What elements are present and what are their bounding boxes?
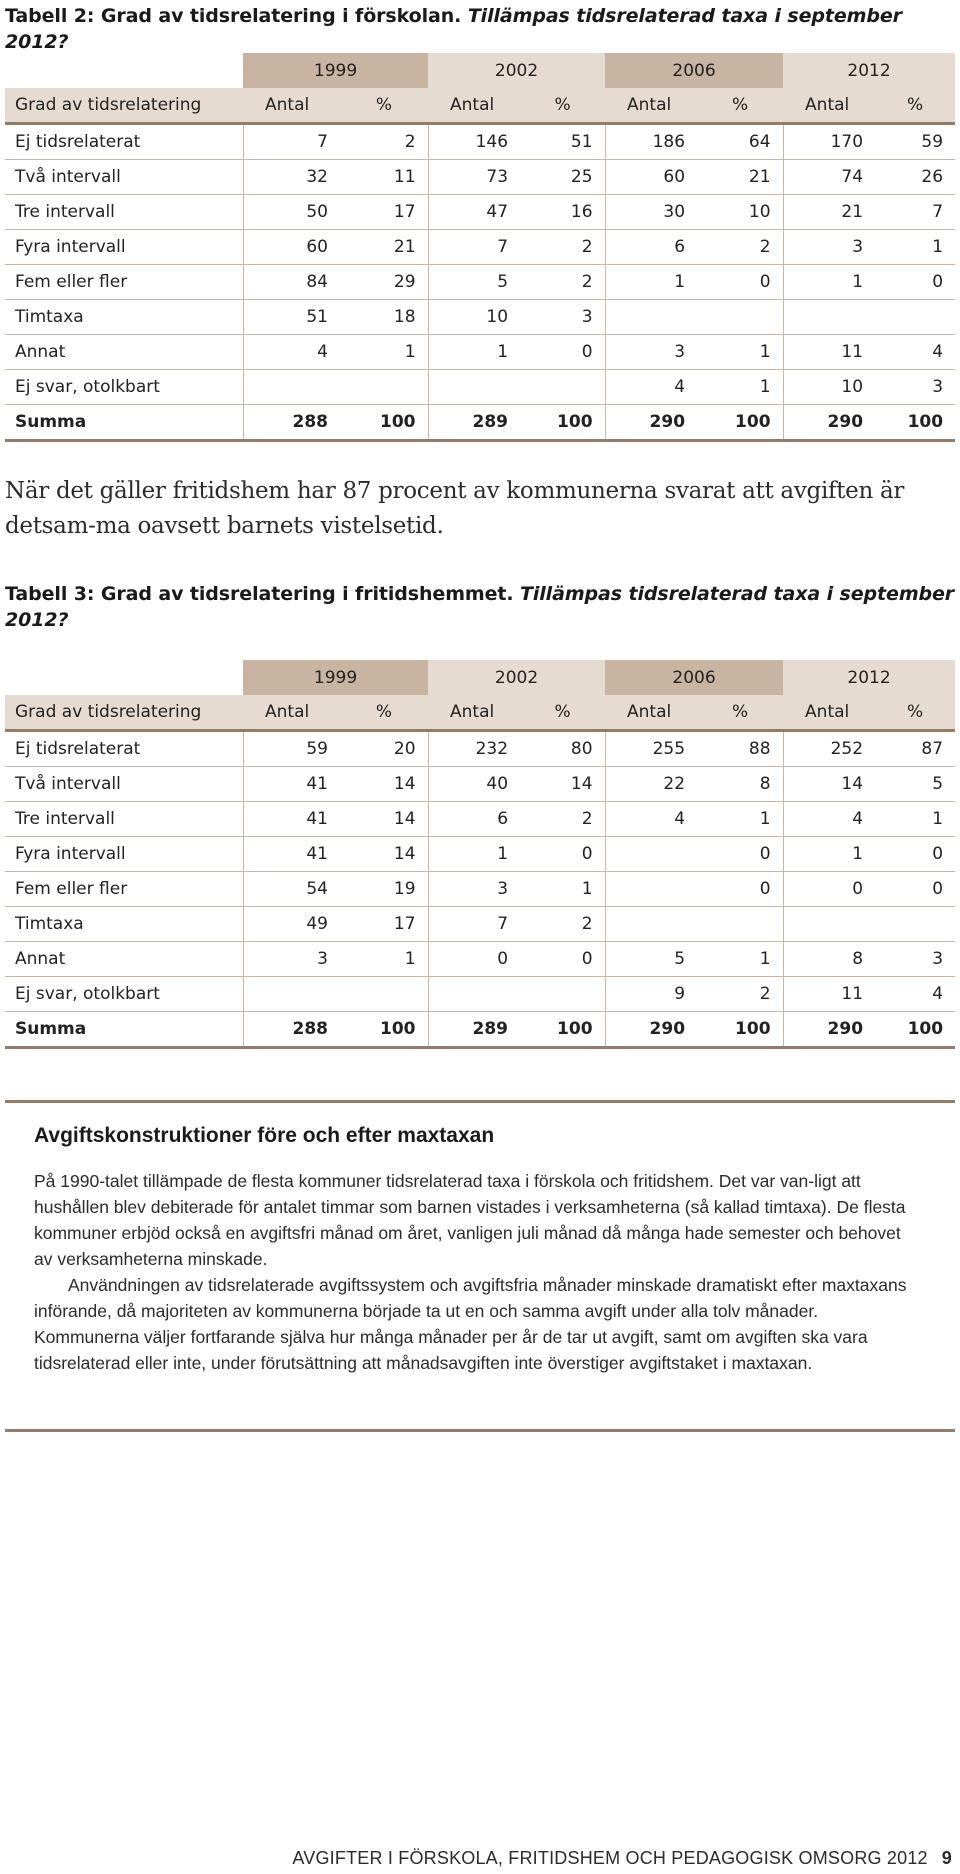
row-label: Tre intervall [5,802,243,837]
table-row [5,230,955,265]
antal-cell: 5 [605,942,697,977]
table-2-caption [5,3,955,55]
percent-cell: 14 [340,837,428,872]
antal-cell: 4 [605,802,697,837]
table-row [5,160,955,195]
antal-cell: 4 [605,370,697,405]
antal-cell: 6 [605,230,697,265]
percent-cell: 10 [697,195,783,230]
antal-cell [428,977,520,1012]
antal-cell: 1 [605,265,697,300]
antal-cell: 170 [783,124,875,160]
row-label: Fyra intervall [5,837,243,872]
percent-column-header: % [697,695,783,731]
antal-cell: 21 [783,195,875,230]
antal-column-header: Antal [783,88,875,124]
antal-cell: 11 [783,977,875,1012]
antal-cell: 1 [783,265,875,300]
percent-cell: 64 [697,124,783,160]
row-label: Ej svar, otolkbart [5,370,243,405]
percent-cell [340,977,428,1012]
antal-cell: 8 [783,942,875,977]
table-row [5,907,955,942]
percent-cell: 100 [875,405,955,441]
antal-cell: 290 [783,1012,875,1048]
antal-cell: 60 [243,230,340,265]
antal-cell: 49 [243,907,340,942]
antal-column-header: Antal [428,88,520,124]
percent-cell: 2 [340,124,428,160]
row-label: Summa [5,405,243,441]
percent-cell: 4 [875,335,955,370]
antal-cell: 5 [428,265,520,300]
percent-cell: 11 [340,160,428,195]
antal-column-header: Antal [605,695,697,731]
percent-cell: 1 [697,335,783,370]
antal-cell [605,907,697,942]
table-row [5,837,955,872]
percent-cell: 17 [340,907,428,942]
percent-cell: 1 [697,370,783,405]
year-header-2002: 2002 [428,53,605,88]
percent-cell: 100 [697,1012,783,1048]
antal-cell: 3 [783,230,875,265]
percent-cell [697,300,783,335]
table-row [5,872,955,907]
percent-cell [520,370,605,405]
antal-cell [605,837,697,872]
antal-cell: 0 [783,872,875,907]
antal-cell: 288 [243,1012,340,1048]
percent-cell: 3 [875,370,955,405]
percent-column-header: % [697,88,783,124]
factbox-paragraph: På 1990-talet tillämpade de flesta kommuner tidsrelaterad taxa i förskola och fritidshem. Det var van-ligt att hushållen blev debiterade för antalet timmar som barnen vistades i verksamheterna (så kallad timtaxa). De flesta kommuner erbjöd också en avgiftsfri månad om året, vanligen juli månad då många hade semester och behovet av verksamheterna minskade. [34,1171,906,1269]
table-row [5,942,955,977]
antal-cell: 232 [428,731,520,767]
antal-cell: 255 [605,731,697,767]
percent-cell: 17 [340,195,428,230]
antal-cell: 6 [428,802,520,837]
antal-cell: 290 [605,405,697,441]
row-label: Ej tidsrelaterat [5,124,243,160]
percent-column-header: % [875,695,955,731]
percent-cell: 80 [520,731,605,767]
table-row [5,767,955,802]
antal-cell: 3 [605,335,697,370]
percent-column-header: % [340,88,428,124]
year-header-1999: 1999 [243,660,428,695]
antal-cell: 3 [428,872,520,907]
year-header-2012: 2012 [783,660,955,695]
antal-cell [243,977,340,1012]
antal-cell: 0 [428,942,520,977]
row-label: Ej svar, otolkbart [5,977,243,1012]
row-label: Två intervall [5,160,243,195]
antal-cell: 1 [428,837,520,872]
percent-cell: 1 [340,335,428,370]
percent-cell: 0 [520,942,605,977]
antal-cell: 10 [428,300,520,335]
antal-cell: 40 [428,767,520,802]
percent-cell: 29 [340,265,428,300]
table-3-caption-bold: Tabell 3: Grad av tidsrelatering i fritidshemmet. [5,583,514,605]
percent-column-header: % [875,88,955,124]
antal-cell: 288 [243,405,340,441]
percent-cell: 0 [875,837,955,872]
header-blank-cell [5,53,243,88]
antal-cell: 50 [243,195,340,230]
antal-cell: 60 [605,160,697,195]
antal-column-header: Antal [428,695,520,731]
percent-cell: 100 [875,1012,955,1048]
percent-cell: 2 [697,230,783,265]
percent-cell: 0 [875,265,955,300]
header-blank-cell [5,660,243,695]
percent-cell: 2 [520,230,605,265]
percent-cell [875,907,955,942]
antal-cell: 290 [783,405,875,441]
factbox-paragraph: Användningen av tidsrelaterade avgiftssystem och avgiftsfria månader minskade dramatiskt efter maxtaxans införande, då majoriteten av kommunerna började ta ut en och samma avgift under alla tolv månader. Kommunerna väljer fortfarande själva hur många månader per år de tar ut avgift, samt om avgiften ska vara tidsrelaterad eller inte, under förutsättning att månadsavgiften inte överstiger avgiftstaket i maxtaxan. [34,1275,907,1373]
antal-cell: 59 [243,731,340,767]
antal-cell: 4 [243,335,340,370]
factbox-top-rule [5,1100,955,1103]
antal-cell [605,300,697,335]
percent-cell: 26 [875,160,955,195]
table-2-caption-bold: Tabell 2: Grad av tidsrelatering i förskolan. [5,5,462,27]
percent-cell: 14 [520,767,605,802]
percent-cell [875,300,955,335]
table-3-caption-italic: Tillämpas tidsrelaterad taxa i september 2012? [5,583,955,631]
antal-cell: 4 [783,802,875,837]
antal-cell [783,300,875,335]
year-header-row [5,660,955,695]
factbox-bottom-rule [5,1429,955,1432]
percent-cell: 0 [875,872,955,907]
percent-cell: 100 [520,1012,605,1048]
antal-cell [783,907,875,942]
antal-cell: 51 [243,300,340,335]
table-row [5,195,955,230]
antal-cell: 252 [783,731,875,767]
percent-cell: 1 [697,942,783,977]
summary-row [5,1012,955,1048]
table-row [5,370,955,405]
percent-cell: 3 [875,942,955,977]
percent-cell: 100 [340,405,428,441]
year-header-2006: 2006 [605,660,783,695]
antal-column-header: Antal [243,695,340,731]
antal-cell: 1 [783,837,875,872]
row-label: Ej tidsrelaterat [5,731,243,767]
year-header-2006: 2006 [605,53,783,88]
percent-cell: 100 [340,1012,428,1048]
body-paragraph: När det gäller fritidshem har 87 procent av kommunerna svarat att avgiften är detsam-ma oavsett barnets vistelsetid. [5,478,905,539]
row-label: Fyra intervall [5,230,243,265]
percent-cell: 2 [520,265,605,300]
antal-cell: 22 [605,767,697,802]
table-2-caption-italic: Tillämpas tidsrelaterad taxa i september 2012? [5,5,902,53]
antal-cell: 7 [428,907,520,942]
antal-cell: 41 [243,802,340,837]
percent-cell: 14 [340,802,428,837]
percent-cell: 59 [875,124,955,160]
percent-cell: 1 [875,230,955,265]
row-label: Timtaxa [5,907,243,942]
percent-cell: 2 [520,802,605,837]
antal-cell: 1 [428,335,520,370]
percent-cell: 100 [520,405,605,441]
antal-cell: 47 [428,195,520,230]
antal-cell: 289 [428,1012,520,1048]
antal-cell: 32 [243,160,340,195]
percent-cell: 20 [340,731,428,767]
antal-cell: 11 [783,335,875,370]
antal-cell: 30 [605,195,697,230]
percent-cell: 4 [875,977,955,1012]
percent-cell: 2 [697,977,783,1012]
percent-cell: 0 [520,837,605,872]
table-row [5,335,955,370]
percent-cell [520,977,605,1012]
antal-cell: 73 [428,160,520,195]
table-row [5,802,955,837]
table-row [5,124,955,160]
year-header-2002: 2002 [428,660,605,695]
percent-column-header: % [520,695,605,731]
antal-cell: 10 [783,370,875,405]
percent-cell: 1 [520,872,605,907]
percent-cell: 88 [697,731,783,767]
percent-cell: 16 [520,195,605,230]
year-header-row [5,53,955,88]
factbox-title: Avgiftskonstruktioner före och efter maxtaxan [34,1124,495,1147]
row-label: Annat [5,942,243,977]
percent-cell: 0 [697,837,783,872]
table-2 [5,53,955,442]
antal-cell: 7 [428,230,520,265]
percent-cell [697,907,783,942]
row-label: Annat [5,335,243,370]
antal-cell: 9 [605,977,697,1012]
column-header-row [5,88,955,124]
percent-cell: 18 [340,300,428,335]
antal-cell: 289 [428,405,520,441]
antal-cell: 84 [243,265,340,300]
table-row [5,731,955,767]
antal-cell: 41 [243,837,340,872]
summary-row [5,405,955,441]
percent-cell: 2 [520,907,605,942]
row-label: Fem eller fler [5,265,243,300]
antal-cell: 290 [605,1012,697,1048]
antal-column-header: Antal [605,88,697,124]
percent-cell: 1 [875,802,955,837]
table-row [5,977,955,1012]
row-label: Summa [5,1012,243,1048]
percent-column-header: % [520,88,605,124]
antal-cell [605,872,697,907]
percent-cell: 0 [697,872,783,907]
percent-cell: 1 [697,802,783,837]
antal-cell: 3 [243,942,340,977]
table-3 [5,660,955,1049]
year-header-1999: 1999 [243,53,428,88]
percent-cell: 7 [875,195,955,230]
antal-cell: 7 [243,124,340,160]
percent-cell: 14 [340,767,428,802]
year-header-2012: 2012 [783,53,955,88]
antal-cell: 41 [243,767,340,802]
percent-cell: 21 [340,230,428,265]
antal-cell: 14 [783,767,875,802]
antal-column-header: Antal [783,695,875,731]
label-column-header: Grad av tidsrelatering [5,88,243,124]
page-number: 9 [941,1848,952,1868]
percent-cell: 1 [340,942,428,977]
percent-cell: 25 [520,160,605,195]
percent-cell: 5 [875,767,955,802]
percent-cell: 100 [697,405,783,441]
factbox-text [34,1168,924,1376]
table-row [5,265,955,300]
footer-title: AVGIFTER I FÖRSKOLA, FRITIDSHEM OCH PEDAGOGISK OMSORG 2012 [292,1848,928,1868]
column-header-row [5,695,955,731]
percent-cell: 19 [340,872,428,907]
row-label: Två intervall [5,767,243,802]
antal-column-header: Antal [243,88,340,124]
row-label: Fem eller fler [5,872,243,907]
antal-cell: 186 [605,124,697,160]
percent-cell: 51 [520,124,605,160]
antal-cell: 54 [243,872,340,907]
percent-cell: 3 [520,300,605,335]
row-label: Tre intervall [5,195,243,230]
label-column-header: Grad av tidsrelatering [5,695,243,731]
percent-cell: 87 [875,731,955,767]
table-3-caption [5,581,955,633]
antal-cell: 74 [783,160,875,195]
antal-cell [428,370,520,405]
percent-cell [340,370,428,405]
percent-cell: 8 [697,767,783,802]
antal-cell: 146 [428,124,520,160]
percent-column-header: % [340,695,428,731]
percent-cell: 0 [697,265,783,300]
percent-cell: 21 [697,160,783,195]
table-row [5,300,955,335]
row-label: Timtaxa [5,300,243,335]
antal-cell [243,370,340,405]
page-footer [292,1848,952,1869]
percent-cell: 0 [520,335,605,370]
